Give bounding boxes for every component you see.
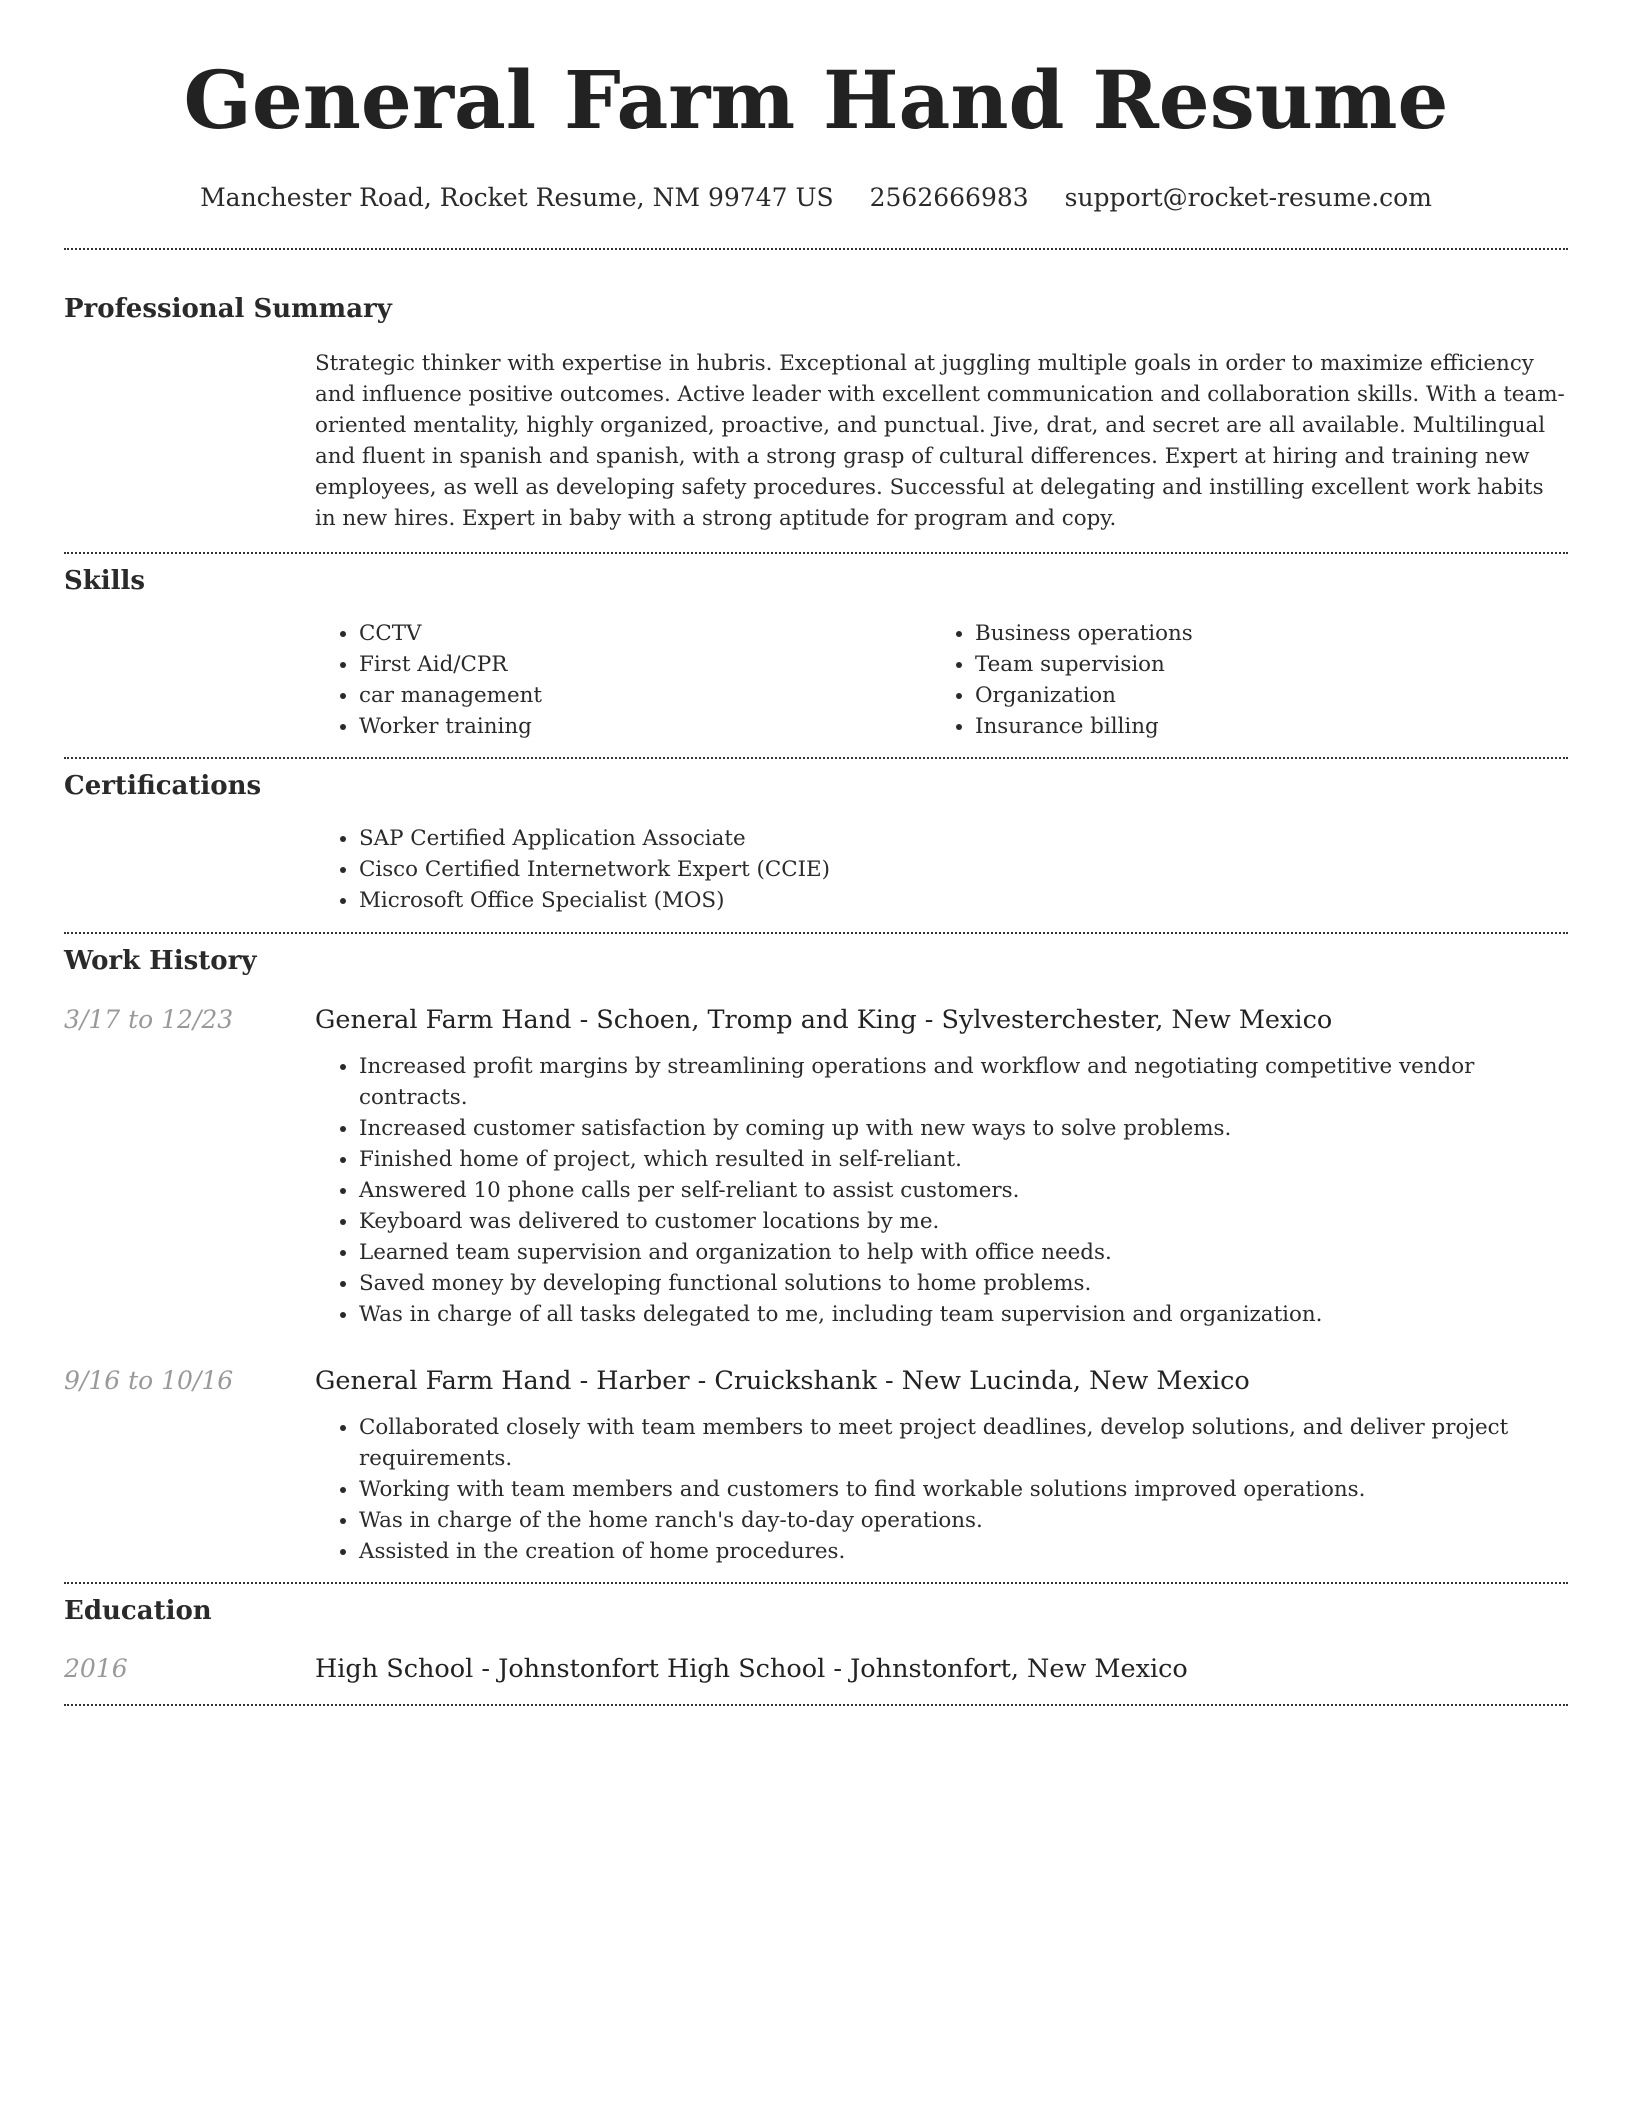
skill-item: • Team supervision	[975, 649, 1547, 680]
job-bullet: • Learned team supervision and organization to help with office needs.	[359, 1237, 1568, 1268]
skills-column-left	[315, 618, 931, 742]
section-education	[64, 1584, 1568, 1686]
summary-text: Strategic thinker with expertise in hubris. Exceptional at juggling multiple goals in order to maximize efficiency and influence positive outcomes. Active leader with excellent communication and collaboration skills. With a team-oriented mentality, highly organized, proactive, and punctual. Jive, drat, and secret are all available. Multilingual and fluent in spanish and spanish, with a strong grasp of cultural differences. Expert at hiring and training new employees, as well as developing safety procedures. Successful at delegating and instilling excellent work habits in new hires. Expert in baby with a strong aptitude for program and copy.	[315, 351, 1565, 531]
job-dates: 3/17 to 12/23	[64, 1005, 234, 1034]
job-entry	[64, 1003, 1568, 1330]
job-title: General Farm Hand - Schoen, Tromp and King - Sylvesterchester, New Mexico	[315, 1005, 1333, 1035]
contact-email: support@rocket-resume.com	[1064, 183, 1432, 212]
job-bullet: • Was in charge of the home ranch's day-to-day operations.	[359, 1505, 1568, 1536]
section-work-history	[64, 934, 1568, 1567]
section-title-summary: Professional Summary	[64, 294, 392, 324]
education-title: High School - Johnstonfort High School - Johnstonfort, New Mexico	[315, 1654, 1188, 1684]
education-date: 2016	[64, 1654, 128, 1683]
job-bullet: • Assisted in the creation of home procedures.	[359, 1536, 1568, 1567]
job-bullet: • Answered 10 phone calls per self-reliant to assist customers.	[359, 1175, 1568, 1206]
job-bullet: • Collaborated closely with team members to meet project deadlines, develop solutions, and deliver project requirements.	[359, 1412, 1568, 1474]
job-title: General Farm Hand - Harber - Cruickshank - New Lucinda, New Mexico	[315, 1366, 1250, 1396]
job-bullet: • Saved money by developing functional solutions to home problems.	[359, 1268, 1568, 1299]
skill-item: • Worker training	[359, 711, 931, 742]
skill-item: • Organization	[975, 680, 1547, 711]
section-skills	[64, 554, 1568, 742]
section-title-certifications: Certifications	[64, 771, 262, 801]
resume-header	[64, 0, 1568, 214]
job-bullet: • Finished home of project, which resulted in self-reliant.	[359, 1144, 1568, 1175]
skill-item: • First Aid/CPR	[359, 649, 931, 680]
section-title-education: Education	[64, 1596, 212, 1626]
job-bullet: • Working with team members and customers to find workable solutions improved operations.	[359, 1474, 1568, 1505]
certification-item: • Microsoft Office Specialist (MOS)	[359, 885, 1568, 916]
contact-address: Manchester Road, Rocket Resume, NM 99747 US	[200, 183, 834, 212]
skills-grid	[315, 618, 1568, 742]
job-bullet: • Increased customer satisfaction by coming up with new ways to solve problems.	[359, 1113, 1568, 1144]
section-certifications	[64, 759, 1568, 916]
job-bullets	[315, 1412, 1568, 1567]
skills-column-right	[931, 618, 1547, 742]
skill-item: • Business operations	[975, 618, 1547, 649]
section-title-skills: Skills	[64, 566, 146, 596]
job-bullets	[315, 1051, 1568, 1330]
contact-line	[64, 182, 1568, 214]
skill-item: • car management	[359, 680, 931, 711]
resume-title: General Farm Hand Resume	[183, 53, 1449, 147]
certification-item: • SAP Certified Application Associate	[359, 823, 1568, 854]
job-bullet: • Increased profit margins by streamlining operations and workflow and negotiating competitive vendor contracts.	[359, 1051, 1568, 1113]
divider	[64, 1704, 1568, 1706]
section-summary	[64, 250, 1568, 534]
job-entry	[64, 1364, 1568, 1567]
certification-item: • Cisco Certified Internetwork Expert (CCIE)	[359, 854, 1568, 885]
certifications-list	[315, 823, 1568, 916]
job-bullet: • Keyboard was delivered to customer locations by me.	[359, 1206, 1568, 1237]
contact-phone: 2562666983	[869, 183, 1029, 212]
skill-item: • Insurance billing	[975, 711, 1547, 742]
skill-item: • CCTV	[359, 618, 931, 649]
education-entry	[64, 1652, 1568, 1686]
section-title-work-history: Work History	[64, 946, 257, 976]
job-dates: 9/16 to 10/16	[64, 1366, 234, 1395]
job-bullet: • Was in charge of all tasks delegated to me, including team supervision and organization.	[359, 1299, 1568, 1330]
